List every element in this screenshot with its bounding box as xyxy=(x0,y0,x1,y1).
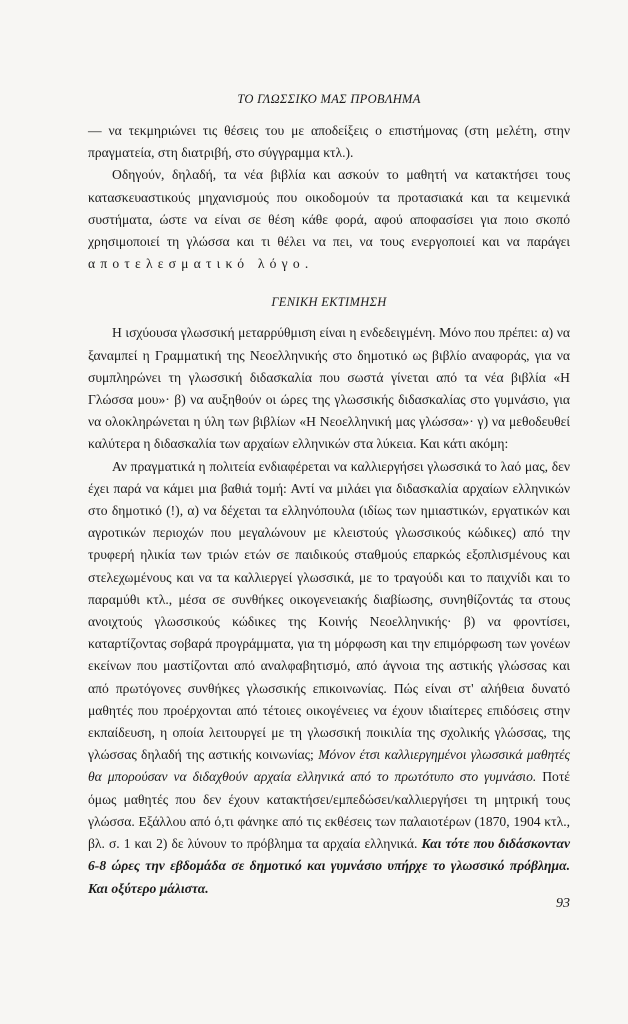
page-number: 93 xyxy=(556,896,570,911)
assessment-paragraph-2-text-b: Ποτέ όμως μαθητές που δεν έχουν κατακτήσει/εμπεδώσει/καλλιεργήσει τη μητρική τους γλώσσα. Εξάλλου από ό,τι φάνηκε από τις εκθέσεις των παλαιοτέρων (1870, 1904 κτλ., βλ. σ. 1 και 2) δε λύνουν το πρόβλημα τα αρχαία ελληνικά. xyxy=(88,769,571,852)
assessment-paragraph-2-text-a: Αν πραγματικά η πολιτεία ενδιαφέρεται να καλλιεργήσει γλωσσικά το λαό μας, δεν έχει παρά να κάμει μια βαθιά τομή: Αντί να μιλάει για διδασκαλία αρχαίων ελληνικών στο δημοτικό (!), α) να δέχεται τα ελληνόπουλα (ιδίως των ημιαστικών, εργατικών και αγροτικών περιοχών που μεγαλώνουν με κλειστούς γλωσσικούς κώδικες) από την τρυφερή ηλικία των τριών ετών σε παιδικούς σταθμούς επαρκώς εξοπλισμένους και στελεχωμένους και να τα καλλιεργεί γλωσσικά, με το τραγούδι και το παιχνίδι και το παραμύθι κτλ., μέσα σε συνθήκες οικογενειακής διαβίωσης, συνηθίζοντάς τα στους ανοιχτούς γλωσσικούς κώδικες της Κοινής Νεοελληνικής· β) να φροντίσει, καταρτίζοντας σοβαρά προγράμματα, για τη μόρφωση και την επιμόρφωση των γονέων εκείνων που μαστίζονται από αναλφαβητισμό, από άγνοια της αστικής γλώσσας και από πρωτόγονες συνθήκες γλωσσικής επικοινωνίας. Πώς είναι στ' αλήθεια δυνατό μαθητές που προέρχονται από τέτοιες οικογένειες να έχουν ιδιαίτερες επιδόσεις στην εκπαίδευση, η οποία λειτουργεί με τη γλωσσική ποικιλία της σχολικής γλώσσας, της γλώσσας δηλαδή της αστικής κοινωνίας; xyxy=(88,458,570,763)
section-title: ΤΟ ΓΛΩΣΣΙΚΟ ΜΑΣ ΠΡΟΒΛΗΜΑ xyxy=(237,92,421,106)
intro-paragraph-2 xyxy=(88,164,570,275)
spaced-emphasis: αποτελεσματικό λόγο. xyxy=(88,256,314,272)
intro-paragraph-2-text: Οδηγούν, δηλαδή, τα νέα βιβλία και ασκούν το μαθητή να κατακτήσει τους κατασκευαστικούς μηχανισμούς που οικοδομούν τα προτασιακά και τα κειμενικά συστήματα, ώστε να είναι σε θέση κάθε φορά, αφού αποφασίσει για ποιο σκοπό χρησιμοποιεί τη γλώσσα και τι θέλει να πει, να τους ενεργοποιεί και να παράγει xyxy=(88,167,570,250)
intro-paragraph-1: — να τεκμηριώνει τις θέσεις του με αποδείξεις ο επιστήμονας (στη μελέτη, στην πραγματεία, στη διατριβή, στο σύγγραμμα κτλ.). xyxy=(88,123,570,161)
assessment-title: ΓΕΝΙΚΗ ΕΚΤΙΜΗΣΗ xyxy=(271,295,387,310)
bold-italic-emphasis: Και τότε που διδάσκονταν 6-8 ώρες την εβδομάδα σε δημοτικό και γυμνάσιο υπήρχε το γλωσσικό πρόβλημα. Και οξύτερο μάλιστα. xyxy=(88,836,570,896)
assessment-paragraph-2 xyxy=(88,456,570,900)
assessment-paragraph-1: Η ισχύουσα γλωσσική μεταρρύθμιση είναι η ενδεδειγμένη. Μόνο που πρέπει: α) να ξαναμπεί η Γραμματική της Νεοελληνικής στο δημοτικό ως βιβλίο αναφοράς, για να συμπληρώνει τη γλωσσική διδασκαλία που σωστά γίνεται από τα νέα βιβλία «Η Γλώσσα μου»· β) να αυξηθούν οι ώρες της γλωσσικής διδασκαλίας στο γυμνάσιο, για να ολοκληρώνεται η ύλη των βιβλίων «Η Νεοελληνική μας γλώσσα»· γ) να μεθοδευθεί καλύτερα η διδασκαλία των αρχαίων ελληνικών στα λύκεια. Και κάτι ακόμη: xyxy=(88,325,570,452)
italic-emphasis: Μόνον έτσι καλλιεργημένοι γλωσσικά μαθητές θα μπορούσαν να διδαχθούν αρχαία ελληνικά από το πρωτότυπο στο γυμνάσιο. xyxy=(88,747,570,785)
